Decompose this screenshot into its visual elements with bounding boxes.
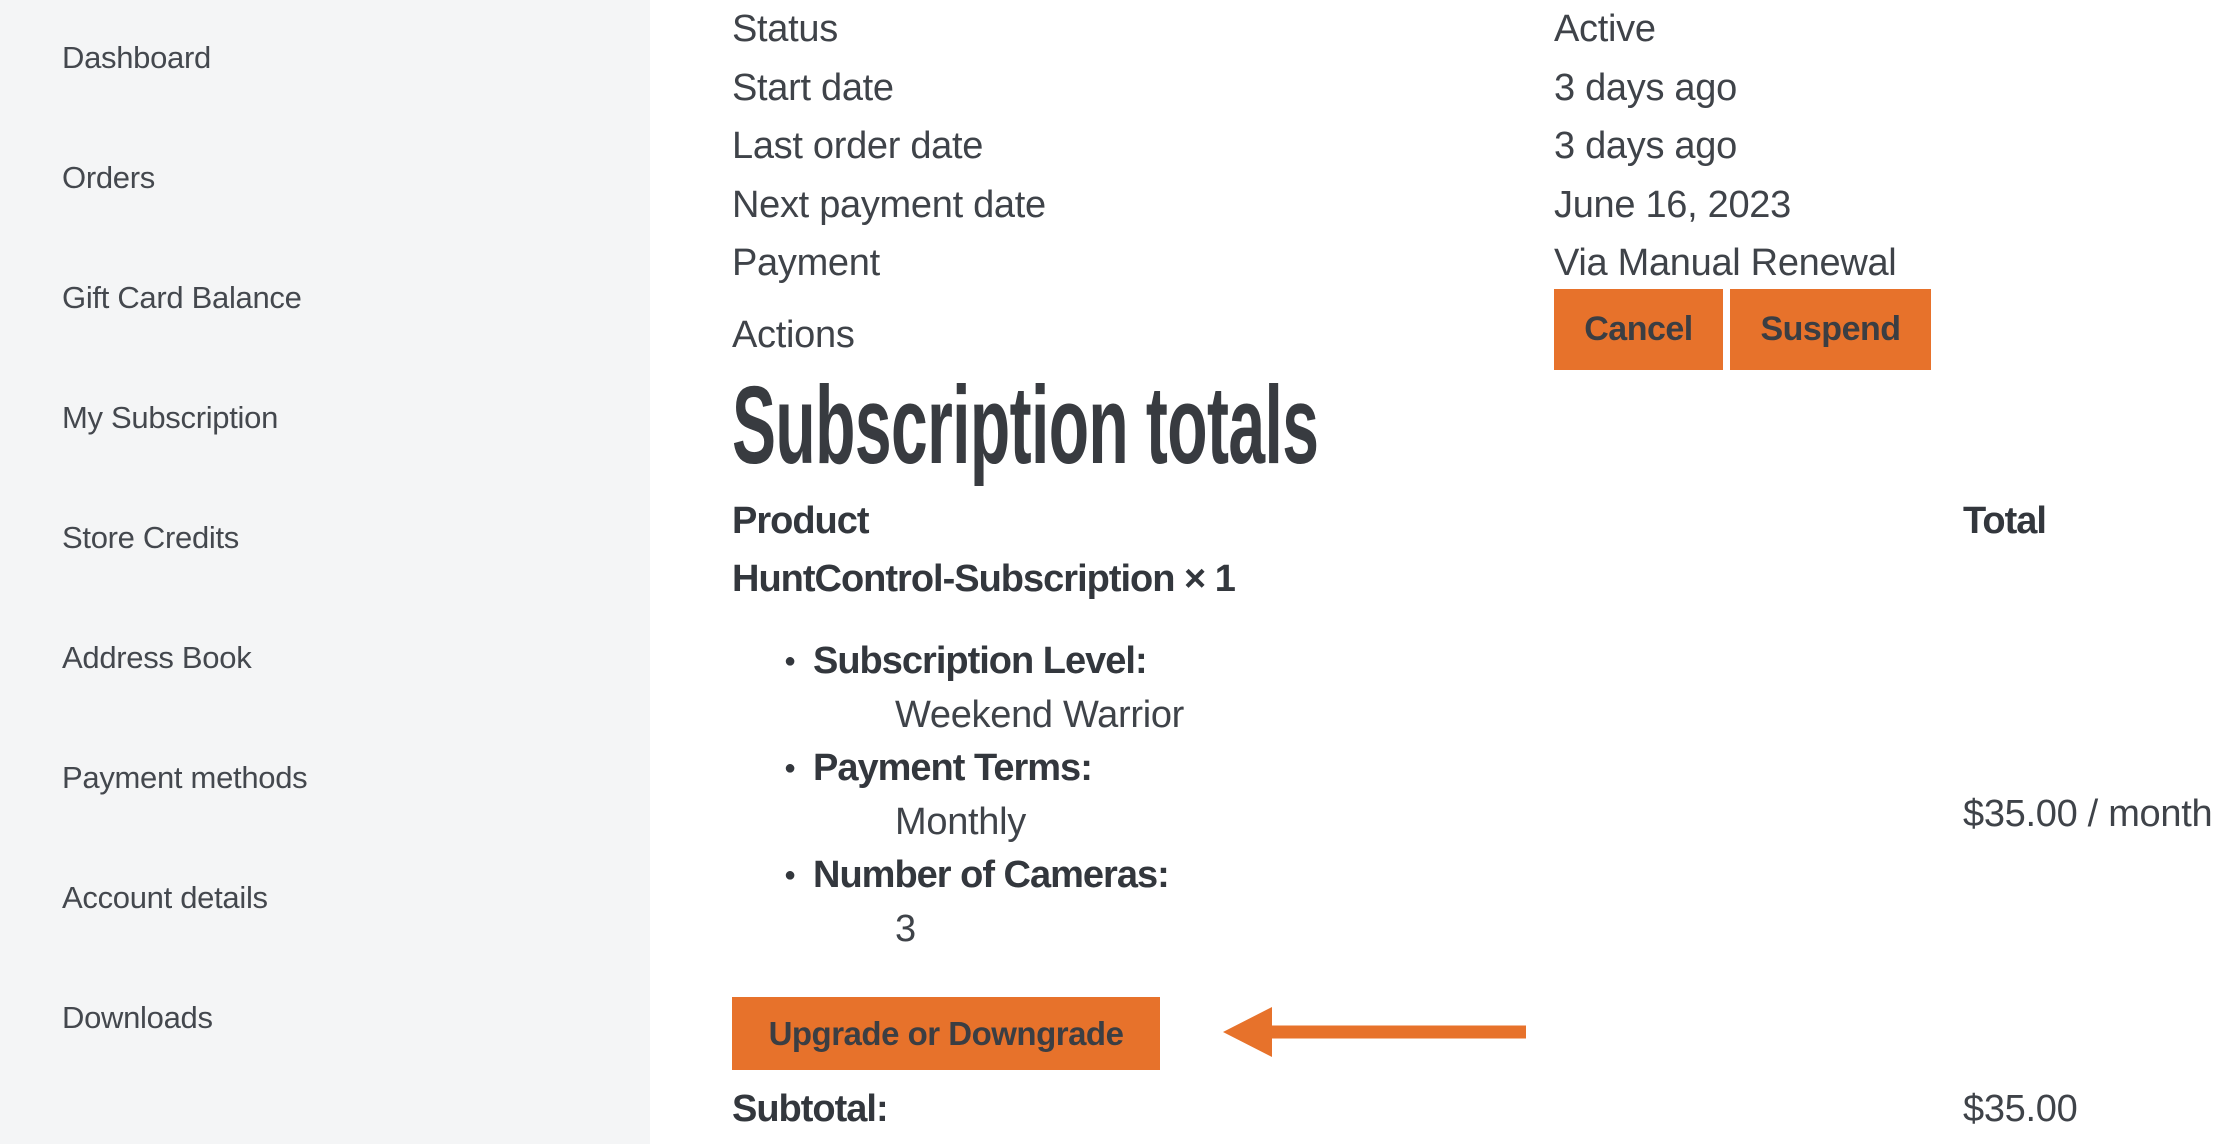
detail-label: Status [732,8,838,50]
attribute-number-of-cameras [732,849,1632,956]
attribute-label: ● Number of Cameras: [732,849,1632,903]
product-attributes-list [732,635,1632,957]
detail-value: Active [1554,8,1656,50]
upgrade-or-downgrade-button[interactable] [732,997,1160,1070]
detail-row-payment [732,234,2182,293]
sidebar-item-dashboard[interactable]: Dashboard [62,40,211,75]
attribute-label: ● Subscription Level: [732,635,1632,689]
subscription-details-table [732,0,2182,293]
sidebar-item-address-book[interactable]: Address Book [62,640,252,675]
sidebar-item-payment-methods[interactable]: Payment methods [62,760,308,795]
subscription-page [650,0,2234,1144]
sidebar-item-orders[interactable]: Orders [62,160,155,195]
actions-label: Actions [732,314,855,356]
attribute-value: 3 [895,907,916,950]
attribute-value: Monthly [895,800,1026,843]
detail-value: 3 days ago [1554,125,1737,167]
detail-value: 3 days ago [1554,66,1737,109]
product-column-header: Product [732,500,869,542]
subtotal-label: Subtotal: [732,1088,888,1130]
product-price: $35.00 / month [1963,793,2213,835]
suspend-button[interactable]: Suspend [1730,289,1931,370]
detail-label: Payment [732,242,880,284]
detail-row-start-date [732,59,2182,118]
upgrade-or-downgrade-button-label: Upgrade or Downgrade [768,1014,1124,1052]
account-sidebar [0,0,650,1144]
attribute-payment-terms [732,742,1632,849]
subtotal-value: $35.00 [1963,1088,2078,1130]
sidebar-item-store-credits[interactable]: Store Credits [62,520,239,555]
attribute-value: Weekend Warrior [895,693,1185,736]
total-column-header: Total [1963,500,2046,542]
subscription-totals-heading [732,364,1709,487]
cancel-button[interactable]: Cancel [1554,289,1723,370]
detail-row-last-order-date [732,117,2182,176]
attribute-subscription-level [732,635,1632,742]
detail-value: Via Manual Renewal [1554,242,1897,284]
account-nav [0,0,650,1038]
sidebar-item-gift-card-balance[interactable]: Gift Card Balance [62,280,302,315]
detail-value: June 16, 2023 [1554,183,1791,226]
product-name-line: HuntControl-Subscription × 1 [732,558,1235,600]
sidebar-item-my-subscription[interactable]: My Subscription [62,400,279,435]
sidebar-item-account-details[interactable]: Account details [62,880,268,915]
detail-label: Last order date [732,125,984,167]
action-buttons [1554,289,1931,370]
detail-row-next-payment-date [732,176,2182,235]
detail-row-status [732,0,2182,59]
detail-label: Next payment date [732,183,1046,226]
subscription-totals-heading-text: Subscription totals [732,364,1319,487]
attribute-label: ● Payment Terms: [732,742,1632,796]
sidebar-item-downloads[interactable]: Downloads [62,1000,213,1035]
detail-label: Start date [732,66,894,109]
arrow-left-icon [1215,1000,1535,1064]
